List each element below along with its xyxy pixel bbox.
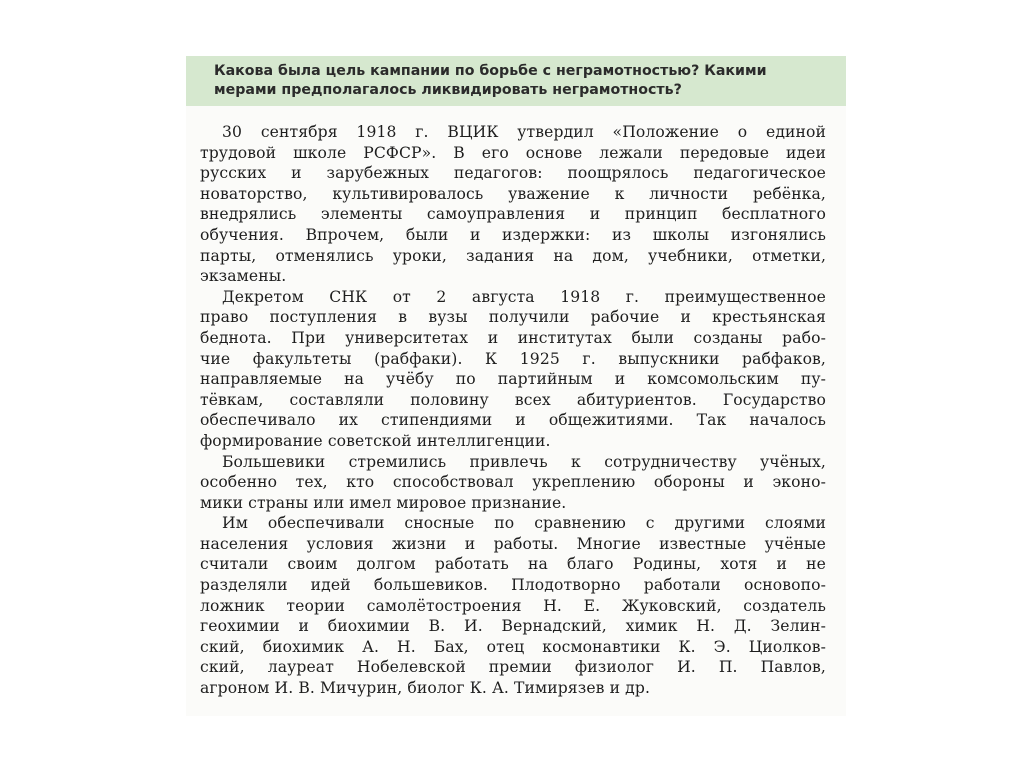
text-line: Большевики стремились привлечь к сотрудничеству учёных, [222,452,826,471]
text-line: чие факультеты (рабфаки). К 1925 г. выпускники рабфаков, [200,349,826,368]
text-line: особенно тех, кто способствовал укреплению обороны и эконо- [200,473,826,492]
paragraph-3 [200,452,826,514]
text-line: направляемые на учёбу по партийным и комсомольским пу- [200,370,826,389]
text-line: экзамены. [200,267,287,286]
textbook-page-scan [186,56,846,716]
text-line: ский, биохимик А. Н. Бах, отец космонавтики К. Э. Циолков- [200,637,826,656]
question-text [214,62,767,100]
text-line: обучения. Впрочем, были и издержки: из школы изгонялись [200,225,826,244]
text-line: ский, лауреат Нобелевской премии физиолог И. П. Павлов, [200,658,826,677]
text-line: внедрялись элементы самоуправления и принцип бесплатного [200,205,826,224]
text-line: ложник теории самолётостроения Н. Е. Жуковский, создатель [200,596,826,615]
text-line: трудовой школе РСФСР». В его основе лежали передовые идеи [200,143,826,162]
text-line: мики страны или имел мировое признание. [200,493,567,512]
text-line: считали своим долгом работать на благо Родины, хотя и не [200,555,826,574]
text-line: русских и зарубежных педагогов: поощрялось педагогическое [200,164,826,183]
text-line: беднота. При университетах и институтах были созданы рабо- [200,328,826,347]
question-box [186,56,846,106]
text-line: право поступления в вузы получили рабочие и крестьянская [200,308,826,327]
text-line: населения условия жизни и работы. Многие известные учёные [200,534,826,553]
paragraph-4 [200,513,826,698]
text-line: формирование советской интеллигенции. [200,431,551,450]
text-line: парты, отменялись уроки, задания на дом, учебники, отметки, [200,246,826,265]
text-line: 30 сентября 1918 г. ВЦИК утвердил «Положение о единой [222,123,826,141]
text-line: геохимии и биохимии В. И. Вернадский, химик Н. Д. Зелин- [200,617,826,636]
paragraph-2 [200,287,826,452]
question-line: Какова была цель кампании по борьбе с неграмотностью? Какими [214,63,767,79]
text-line: Им обеспечивали сносные по сравнению с другими слоями [222,514,826,533]
question-line: мерами предполагалось ликвидировать неграмотность? [214,82,682,98]
text-line: разделяли идей большевиков. Плодотворно работали основопо- [200,576,826,595]
text-line: Декретом СНК от 2 августа 1918 г. преимущественное [222,287,826,306]
paragraph-1 [200,122,826,287]
text-line: обеспечивало их стипендиями и общежитиями. Так началось [200,411,826,430]
text-line: новаторство, культивировалось уважение к личности ребёнка, [200,184,826,203]
text-line: агроном И. В. Мичурин, биолог К. А. Тимирязев и др. [200,679,651,698]
text-line: тёвкам, составляли половину всех абитуриентов. Государство [200,390,826,409]
body-text [200,122,826,699]
